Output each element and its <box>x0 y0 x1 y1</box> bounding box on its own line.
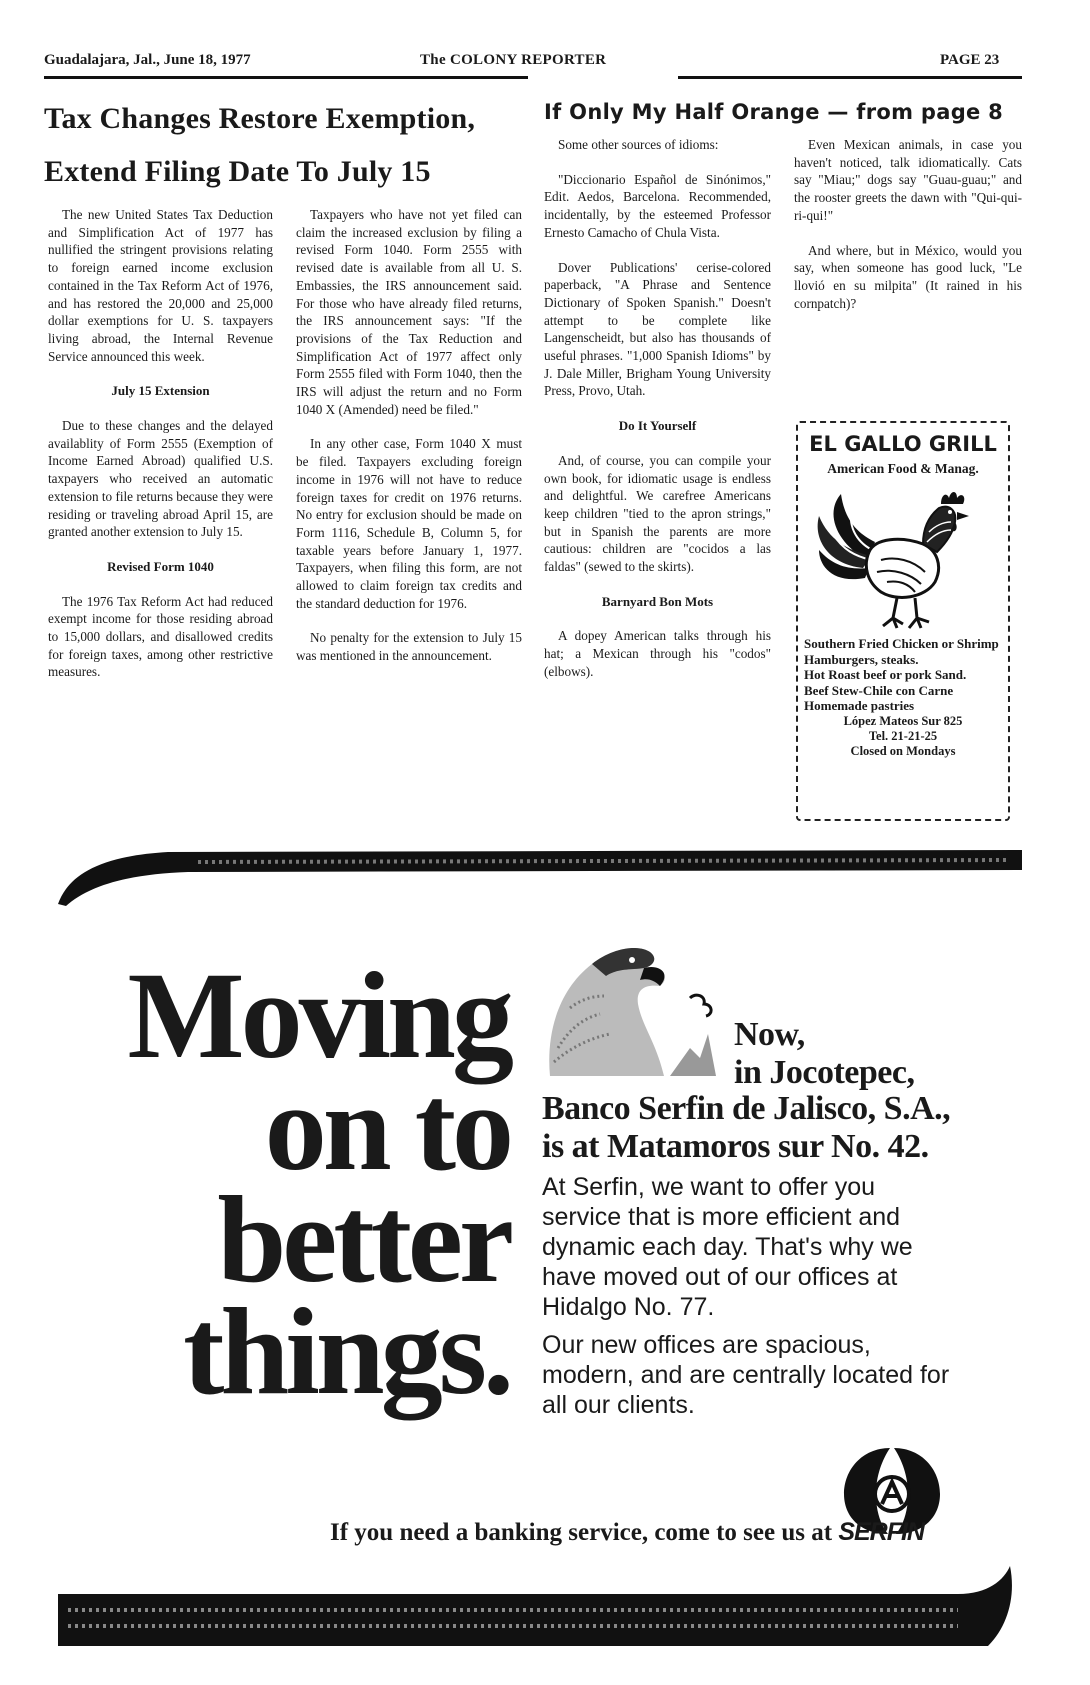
orange-col4-para-2: And where, but in México, would you say, when someone has good luck, "Le llovió en su milpita" (It rained in his cornpatch)? <box>794 242 1022 311</box>
tax-column-1 <box>48 206 273 698</box>
tax-subhead-july-extension: July 15 Extension <box>111 383 210 399</box>
ad-slogan-line: on to <box>264 1059 510 1196</box>
ad-swoosh-bottom <box>58 1566 1018 1646</box>
ad-in-jocotepec: in Jocotepec, <box>734 1054 915 1091</box>
grill-address: López Mateos Sur 825 <box>843 713 963 728</box>
ad-footer-brand: SERFIN <box>838 1518 924 1546</box>
orange-col3-para-5: A dopey American talks through his hat; a Mexican through his "codos" (elbows). <box>544 628 771 679</box>
orange-col4-para-1: Even Mexican animals, in case you haven't noticed, talk idiomatically. Cats say "Miau;" dogs say "Guau-guau;" and the rooster greets the dawn with "Qui-qui-ri-qui!" <box>794 137 1022 223</box>
tax-subhead-revised-form: Revised Form 1040 <box>107 558 214 574</box>
grill-phone: Tel. 21-21-25 <box>868 728 938 743</box>
masthead-rule-left <box>44 76 528 79</box>
ad-slogan-line: Moving <box>127 947 510 1084</box>
orange-headline: If Only My Half Orange — from page 8 <box>544 100 1004 124</box>
tax-headline-line-2: Extend Filing Date To July 15 <box>44 155 431 188</box>
grill-subtitle: American Food & Manag. <box>827 460 979 476</box>
ad-body-2: Our new offices are spacious, modern, and are centrally located for all our clients. <box>542 1331 950 1419</box>
ad-footer-line <box>330 1518 924 1547</box>
el-gallo-grill-ad <box>796 421 1010 821</box>
masthead-paper-name: The COLONY REPORTER <box>420 52 607 68</box>
rooster-illustration <box>805 482 1001 632</box>
masthead-rule-right <box>678 76 1022 79</box>
tax-col1-para-2: Due to these changes and the delayed availablity of Form 2555 (Exemption of Income Earned Abroad) qualified U.S. taxpayers who received an automatic extension to file returns because they were residing or traveling abroad April 15, are granted another extension to July 15. <box>48 418 273 540</box>
orange-col3-para-2: "Diccionario Español de Sinónimos," Edit. Aedos, Barcelona. Recommended, incidentally, by the esteemed Professor Ernesto Camacho of Chula Vista. <box>544 171 771 240</box>
masthead-dateline: Guadalajara, Jal., June 18, 1977 <box>44 52 251 68</box>
tax-col2-para-3: No penalty for the extension to July 15 was mentioned in the announcement. <box>296 630 522 664</box>
tax-col1-para-1: The new United States Tax Deduction and Simplification Act of 1977 has nullified the stringent provisions relating to foreign earned income exclusion contained in the Tax Reform Act of 1976, and has restored the 20,000 and 25,000 dollar exemptions for U. S. taxpayers living abroad, the Internal Revenue Service announced this week. <box>48 207 273 364</box>
orange-col3-para-3: Dover Publications' cerise-colored paperback, "A Phrase and Sentence Dictionary of Spoken Spanish." Doesn't attempt to be complete like Langenscheidt, but also has thousands of useful phrases. "1,000 Spanish Idioms" by J. Dale Miller, Brigham Young University Press, Provo, Utah. <box>544 259 771 399</box>
grill-menu-item: Beef Stew-Chile con Carne <box>804 682 954 698</box>
grill-closed-days: Closed on Mondays <box>850 743 956 758</box>
ad-slogan <box>120 947 510 1420</box>
ad-now: Now, <box>734 1016 805 1053</box>
grill-title: EL GALLO GRILL <box>809 432 997 456</box>
orange-column-4 <box>794 136 1022 329</box>
grill-menu-item: Homemade pastries <box>804 698 915 713</box>
grill-menu-item: Southern Fried Chicken or Shrimp <box>804 636 999 651</box>
ad-slogan-line: things. <box>183 1283 510 1420</box>
ad-slogan-line: better <box>217 1171 510 1308</box>
tax-headline-line-1: Tax Changes Restore Exemption, <box>44 102 476 135</box>
ad-bank-address: is at Matamoros sur No. 42. <box>542 1128 929 1165</box>
orange-subhead-do-it-yourself: Do It Yourself <box>618 418 697 434</box>
masthead-page-number: PAGE 23 <box>940 52 1000 68</box>
grill-menu <box>804 636 1002 714</box>
orange-column-3 <box>544 136 771 698</box>
tax-col1-para-3: The 1976 Tax Reform Act had reduced exempt income for those residing abroad to 15,000 dollars, and disallowed credits for foreign taxes, among other restrictive measures. <box>48 593 273 680</box>
ad-bank-name: Banco Serfin de Jalisco, S.A., <box>542 1090 951 1127</box>
tax-col2-para-2: In any other case, Form 1040 X must be filed. Taxpayers excluding foreign income in 1976 will not have to reduce foreign taxes for credit on 1976 returns. No entry for exclusion should be made on Form 1116, Schedule B, Column 5, for taxable years before January 1, 1977. Taxpayers, when filing this form, are not allowed to claim foreign tax credits and the standard deduction for 1976. <box>296 436 522 611</box>
grill-menu-item: Hamburgers, steaks. <box>804 651 919 667</box>
eagle-illustration <box>540 938 720 1076</box>
grill-menu-item: Hot Roast beef or pork Sand. <box>804 667 967 682</box>
orange-col3-para-4: And, of course, you can compile your own book, for idiomatic usage is endless and delightful. We carefree Americans keep children "tied to the apron strings," but in Spanish the parents are more cautious: children are "cocidos a las faldas" (sewed to the skirts). <box>544 452 771 575</box>
orange-subhead-barnyard: Barnyard Bon Mots <box>601 593 714 609</box>
tax-column-2 <box>296 206 522 682</box>
ad-footer-text: If you need a banking service, come to see us at <box>330 1519 833 1546</box>
ad-body-1: At Serfin, we want to offer you service that is more efficient and dynamic each day. That's why we have moved out of our offices at Hidalgo No. 77. <box>542 1173 913 1321</box>
orange-col3-para-1: Some other sources of idioms: <box>558 137 719 152</box>
ad-swoosh-top <box>58 846 1022 906</box>
tax-col2-para-1: Taxpayers who have not yet filed can claim the increased exclusion by filing a revised Form 1040. Form 2555 with revised date is available from all U. S. Embassies, the IRS announcement said. For those who have already filed returns, the IRS announcement says: "If the provisions of the Tax Reduction and Simplification Act of 1977 affect only Form 2555 filed with Form 1040, then the IRS will adjust the return and no Form 1040 X (Amended) need be filed." <box>296 207 522 417</box>
